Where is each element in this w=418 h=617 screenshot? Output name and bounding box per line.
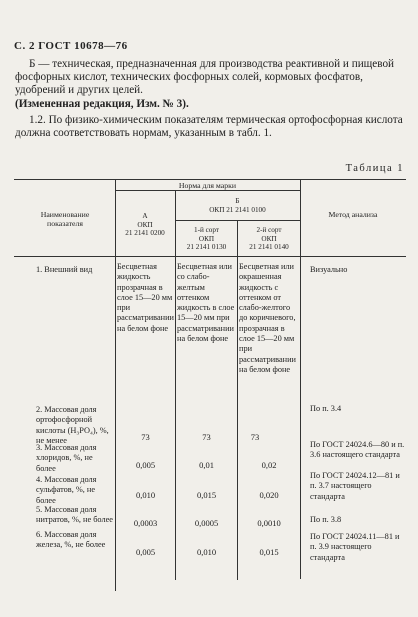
row5-sort2: 0,0010	[257, 518, 281, 528]
row3-name: 3. Массовая доля хлоридов, %, не более	[36, 443, 97, 473]
row2-name: 2. Массовая доля ортофосфорной кислоты (Н₃РО₄), %, не менее	[36, 405, 109, 445]
row2-mark-a: 73	[141, 432, 150, 442]
sort1-code: 21 2141 0130	[186, 243, 227, 252]
mark-b-okp: ОКП 21 2141 0100	[209, 205, 266, 214]
table-header-bottom-border	[14, 256, 406, 257]
sort1-label: 1-й сорт	[193, 226, 220, 234]
row5-name: 5. Массовая доля нитратов, %, не более	[36, 505, 113, 525]
header-sort-2	[238, 226, 300, 252]
sort2-code: 21 2141 0140	[249, 243, 289, 252]
sort1-okp: ОКП	[198, 234, 215, 243]
mark-a-okp: ОКП	[137, 220, 153, 229]
row5-sort1: 0,0005	[194, 518, 219, 528]
mark-a-label: А	[142, 212, 148, 220]
row1-mark-a: Бесцветная жидкость прозрачная в слое 15—20 мм при рассматривании на белом фоне	[117, 262, 174, 333]
row6-name: 6. Массовая доля железа, %, не более	[36, 530, 106, 550]
row6-sort1: 0,010	[196, 547, 217, 557]
row2-sort2: 73	[250, 432, 260, 442]
mark-a-code: 21 2141 0200	[125, 229, 165, 238]
sort2-label: 2-й сорт	[256, 226, 282, 234]
row3-mark-a: 0,005	[135, 460, 156, 470]
row2-sort1: 73	[202, 432, 211, 442]
row2-method: По п. 3.4	[310, 404, 342, 413]
row3-method: По ГОСТ 24024.6—80 и п. 3.6 настоящего стандарта	[310, 440, 405, 460]
amendment-note: (Измененная редакция, Изм. № 3).	[15, 97, 189, 110]
row6-method: По ГОСТ 24024.11—81 и п. 3.9 настоящего стандарта	[310, 532, 400, 562]
row4-sort1: 0,015	[196, 490, 217, 500]
row1-sort1: Бесцветная или со слабо-желтым оттенком жидкость в слое 15—20 мм при рассматривании на белом фоне	[177, 262, 235, 344]
row1-method: Визуально	[310, 265, 348, 274]
row3-sort1: 0,01	[199, 460, 214, 470]
row4-mark-a: 0,010	[135, 490, 156, 500]
table-caption: Таблица 1	[345, 163, 404, 174]
row3-sort2: 0,02	[261, 460, 277, 470]
row5-method: По п. 3.8	[310, 515, 342, 524]
paragraph-grade-b-text: Б — техническая, предназначенная для производства реактивной и пищевой фосфорных кислот, технических фосфорных солей, кормовых фосфатов, удобрений и других целей.	[15, 58, 395, 97]
header-sort-1	[176, 226, 237, 252]
sort2-okp: ОКП	[261, 234, 277, 243]
row4-sort2: 0,020	[259, 490, 279, 500]
table-top-border	[14, 179, 406, 180]
header-col-method: Метод анализа	[328, 210, 378, 219]
header-mark-b	[175, 197, 300, 214]
page-header: С. 2 ГОСТ 10678—76	[14, 40, 128, 52]
row6-mark-a: 0,005	[135, 547, 156, 557]
paragraph-grade-b	[15, 58, 407, 111]
row5-mark-a: 0,0003	[133, 518, 158, 528]
mark-b-label: Б	[235, 197, 240, 205]
header-norm-group: Норма для марки	[178, 181, 237, 190]
paragraph-1-2: 1.2. По физико-химическим показателям термическая ортофосфорная кислота должна соответствовать нормам, указанным в табл. 1.	[15, 114, 403, 140]
header-col-name: Наименование показателя	[40, 210, 90, 229]
col-divider-1	[115, 179, 116, 591]
row4-name: 4. Массовая доля сульфатов, %, не более	[36, 475, 97, 505]
header-mark-a	[115, 212, 175, 238]
row1-sort2: Бесцветная или окрашенная жидкость с оттенком от слабо-желтого до коричневого, прозрачная в слое 15—20 мм при рассматривании на белом фоне	[239, 262, 296, 374]
row1-name: 1. Внешний вид	[36, 265, 93, 274]
col-divider-4	[300, 179, 301, 579]
row4-method: По ГОСТ 24024.12—81 и п. 3.7 настоящего стандарта	[310, 471, 400, 501]
row6-sort2: 0,015	[259, 547, 279, 557]
